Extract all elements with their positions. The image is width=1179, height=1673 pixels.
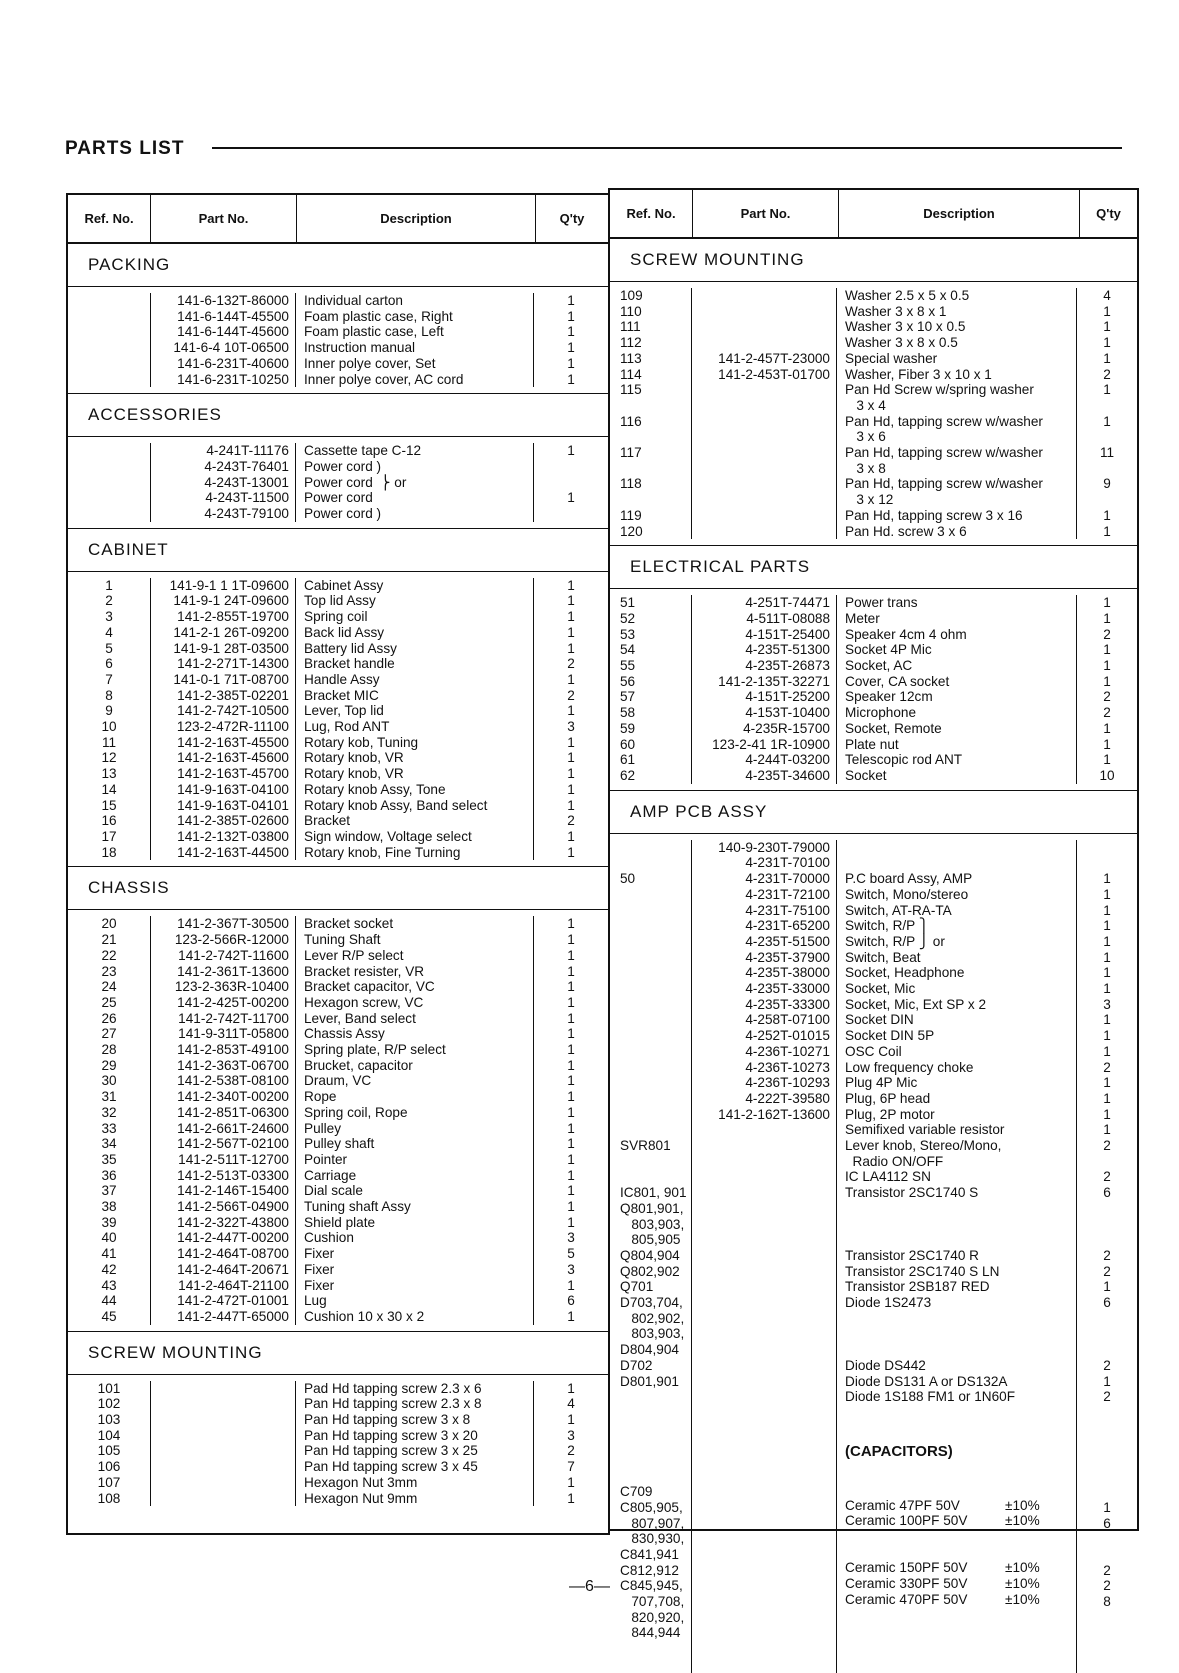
qty-column: 1 4 1 3 2 7 1 1 xyxy=(567,1380,575,1506)
part-no-column: 141-6-132T-86000 141-6-144T-45500 141-6-144T-45600 141-6-4 10T-06500 141-6-231T-40600 141-6-231T-10250 xyxy=(151,293,296,387)
header-description: Description xyxy=(297,195,536,242)
right-parts-table xyxy=(608,188,1139,1641)
qty-column: 1 1 1 1 1 2 1 2 1 3 1 1 1 1 1 2 1 1 xyxy=(567,577,575,860)
section-screw-mounting xyxy=(610,282,1137,546)
capacitor-qty-values: 1 6 2 2 8 xyxy=(1103,1499,1111,1610)
header-part-no: Part No. xyxy=(693,190,839,237)
ref-column: 101 102 103 104 105 106 107 108 xyxy=(68,1381,151,1507)
page-title: PARTS LIST xyxy=(65,138,185,159)
left-parts-table xyxy=(66,193,610,1535)
section-electrical xyxy=(610,589,1137,790)
section-packing xyxy=(68,287,608,394)
capacitors-heading: (CAPACITORS) xyxy=(845,1443,953,1461)
table-header xyxy=(68,195,608,244)
description-column: Pad Hd tapping screw 2.3 x 6 Pan Hd tapping screw 2.3 x 8 Pan Hd tapping screw 3 x 8 Pan Hd tapping screw 3 x 20 Pan Hd tapping screw 3 x 25 Pan Hd tapping screw 3 x 45 Hexagon Nut 3mm Hexagon Nut 9mm xyxy=(296,1381,534,1507)
table-header xyxy=(610,190,1137,239)
ref-column: 109 110 111 112 113 114 115 116 117 118 119 120 xyxy=(610,288,692,539)
section-title-amp-pcb: AMP PCB ASSY xyxy=(610,791,1137,834)
qty-column xyxy=(1077,840,1137,1673)
header-qty: Q'ty xyxy=(1096,205,1121,221)
qty-column: 1 1 1 1 1 1 1 1 1 1 1 1 1 1 1 1 1 1 1 1 3 5 3 1 6 1 xyxy=(567,916,575,1324)
part-no-column: 4-251T-74471 4-511T-08088 4-151T-25400 4-235T-51300 4-235T-26873 141-2-135T-32271 4-151T-25200 4-153T-10400 4-235R-15700 123-2-41 1R-10900 4-244T-03200 4-235T-34600 xyxy=(692,595,837,783)
ref-column xyxy=(610,840,692,1673)
section-title-cabinet: CABINET xyxy=(68,529,608,572)
section-title-screw-mounting: SCREW MOUNTING xyxy=(68,1332,608,1375)
section-title-packing: PACKING xyxy=(68,244,608,287)
qty-column: 4 1 1 1 1 2 1 1 11 9 1 1 xyxy=(1099,288,1115,539)
amp-qty-values: 1 1 1 1 1 1 1 1 3 1 1 1 2 1 1 1 1 2 2 6 2 2 1 6 2 1 2 xyxy=(1103,871,1111,1405)
description-column: Cabinet Assy Top lid Assy Spring coil Back lid Assy Battery lid Assy Bracket handle Handle Assy Bracket MIC Lever, Top lid Lug, Rod ANT Rotary kob, Tuning Rotary knob, VR Rotary knob, VR Rotary knob Assy, Tone Rotary knob Assy, Band select Bracket Sign window, Voltage select Rotary knob, Fine Turning xyxy=(296,578,534,861)
section-title-electrical: ELECTRICAL PARTS xyxy=(610,546,1137,589)
header-ref: Ref. No. xyxy=(68,195,151,242)
capacitor-tolerances: ±10% ±10% ±10% ±10% ±10% xyxy=(1005,1497,1040,1607)
part-no-column xyxy=(151,1381,296,1507)
description-column: Washer 2.5 x 5 x 0.5 Washer 3 x 8 x 1 Washer 3 x 10 x 0.5 Washer 3 x 8 x 0.5 Special washer Washer, Fiber 3 x 10 x 1 Pan Hd Screw w/spring washer 3 x 4 Pan Hd, tapping screw w/washer 3 x 6 Pan Hd, tapping screw w/washer 3 x 8 Pan Hd, tapping screw w/washer 3 x 12 Pan Hd, tapping screw 3 x 16 Pan Hd. screw 3 x 6 xyxy=(837,288,1077,539)
section-title-chassis: CHASSIS xyxy=(68,867,608,910)
capacitor-descriptions: Ceramic 47PF 50V Ceramic 100PF 50V Ceramic 150PF 50V Ceramic 330PF 50V Ceramic 470PF 50V xyxy=(845,1497,968,1607)
description-column: Bracket socket Tuning Shaft Lever R/P select Bracket resister, VR Bracket capacitor, VC Hexagon screw, VC Lever, Band select Chassis Assy Spring plate, R/P select Brucket, capacitor Draum, VC Rope Spring coil, Rope Pulley Pulley shaft Pointer Carriage Dial scale Tuning shaft Assy Shield plate Cushion Fixer Fixer Fixer Lug Cushion 10 x 30 x 2 xyxy=(296,916,534,1324)
ref-column xyxy=(68,443,151,522)
ref-column: 20 21 22 23 24 25 26 27 28 29 30 31 32 33 34 35 36 37 38 39 40 41 42 43 44 45 xyxy=(68,916,151,1324)
header-description: Description xyxy=(839,190,1080,237)
part-no-column: 141-9-1 1 1T-09600 141-9-1 24T-09600 141-2-855T-19700 141-2-1 26T-09200 141-9-1 28T-03500 141-2-271T-14300 141-0-1 71T-08700 141-2-385T-02201 141-2-742T-10500 123-2-472R-11100 141-2-163T-45500 141-2-163T-45600 141-2-163T-45700 141-9-163T-04100 141-9-163T-04101 141-2-385T-02600 141-2-132T-03800 141-2-163T-44500 xyxy=(151,578,296,861)
ref-column: 51 52 53 54 55 56 57 58 59 60 61 62 xyxy=(610,595,692,783)
ref-column: 1 2 3 4 5 6 7 8 9 10 11 12 13 14 15 16 17 18 xyxy=(68,578,151,861)
header-ref: Ref. No. xyxy=(610,190,693,237)
section-title-screw-mounting: SCREW MOUNTING xyxy=(610,239,1137,282)
description-column: Individual carton Foam plastic case, Right Foam plastic case, Left Instruction manual Inner polye cover, Set Inner polye cover, AC cord xyxy=(296,293,534,387)
qty-column: 1 1 2 1 1 1 2 2 1 1 1 10 xyxy=(1099,595,1115,783)
part-no-column: 141-2-367T-30500 123-2-566R-12000 141-2-742T-11600 141-2-361T-13600 123-2-363R-10400 141-2-425T-00200 141-2-742T-11700 141-9-311T-05800 141-2-853T-49100 141-2-363T-06700 141-2-538T-08100 141-2-340T-00200 141-2-851T-06300 141-2-661T-24600 141-2-567T-02100 141-2-511T-12700 141-2-513T-03300 141-2-146T-15400 141-2-566T-04900 141-2-322T-43800 141-2-447T-00200 141-2-464T-08700 141-2-464T-20671 141-2-464T-21100 141-2-472T-01001 141-2-447T-65000 xyxy=(151,916,296,1324)
description-column: Cassette tape C-12 Power cord ) Power cord ⎬ or Power cord Power cord ) xyxy=(296,443,534,522)
header-part-no: Part No. xyxy=(151,195,297,242)
description-column: Power trans Meter Speaker 4cm 4 ohm Socket 4P Mic Socket, AC Cover, CA socket Speaker 12cm Microphone Socket, Remote Plate nut Telescopic rod ANT Socket xyxy=(837,595,1077,783)
part-no-column: 4-241T-11176 4-243T-76401 4-243T-13001 4-243T-11500 4-243T-79100 xyxy=(151,443,296,522)
qty-column: 1 1 xyxy=(567,443,575,506)
amp-ref-values: 50 SVR801 IC801, 901 Q801,901, 803,903, 805,905 Q804,904 Q802,902 Q701 D703,704, 802,902, 803,903, D804,904 D702 D801,901 xyxy=(620,871,687,1389)
section-amp-pcb xyxy=(610,834,1137,1673)
section-cabinet xyxy=(68,572,608,868)
description-column xyxy=(837,840,1077,1673)
part-no-column: 140-9-230T-79000 4-231T-70100 4-231T-70000 4-231T-72100 4-231T-75100 4-231T-65200 4-235T-51500 4-235T-37900 4-235T-38000 4-235T-33000 4-235T-33300 4-258T-07100 4-252T-01015 4-236T-10271 4-236T-10273 4-236T-10293 4-222T-39580 141-2-162T-13600 xyxy=(692,840,837,1673)
amp-descriptions: P.C board Assy, AMP Switch, Mono/stereo Switch, AT-RA-TA Switch, R/P ⎫ Switch, R/P ⎭ or Switch, Beat Socket, Headphone Socket, Mic Socket, Mic, Ext SP x 2 Socket DIN Socket DIN 5P OSC Coil Low frequency choke Plug 4P Mic Plug, 6P head Plug, 2P motor Semifixed variable resistor Lever knob, Stereo/Mono, Radio ON/OFF IC LA4112 SN Transistor 2SC1740 S Transistor 2SC1740 R Transistor 2SC1740 S LN Transistor 2SB187 RED Diode 1S2473 Diode DS442 Diode DS131 A or DS132A Diode 1S188 FM1 or 1N60F xyxy=(845,871,1016,1405)
section-chassis xyxy=(68,910,608,1331)
part-no-column: 141-2-457T-23000 141-2-453T-01700 xyxy=(692,288,837,539)
header-qty: Q'ty xyxy=(559,210,585,226)
capacitor-ref-values: C709 C805,905, 807,907, 830,930, C841,941 C812,912 C845,945, 707,708, 820,920, 844,944 xyxy=(620,1484,685,1641)
ref-column xyxy=(68,293,151,387)
qty-column: 1 1 1 1 1 1 xyxy=(567,293,575,387)
section-title-accessories: ACCESSORIES xyxy=(68,394,608,437)
section-screw-mounting xyxy=(68,1375,608,1513)
page-number: —6— xyxy=(569,1578,610,1595)
section-accessories xyxy=(68,437,608,529)
title-rule xyxy=(212,147,1122,149)
